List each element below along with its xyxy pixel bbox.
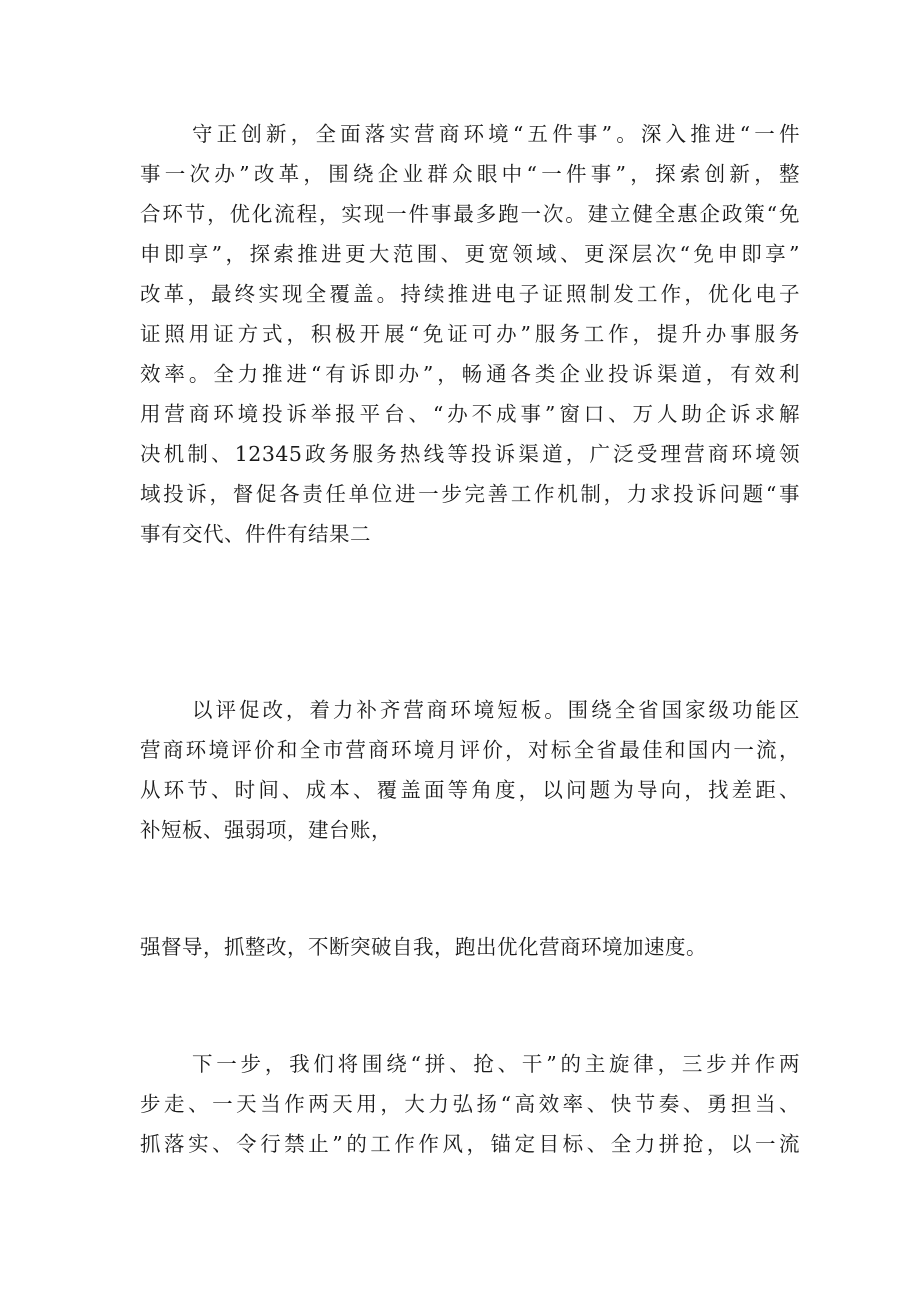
paragraph-line: 下一步，我们将围绕“拼、抢、干”的主旋律，三步并作两	[192, 1052, 800, 1076]
paragraph-line: 决机制、12345政务服务热线等投诉渠道，广泛受理营商环境领	[140, 442, 800, 466]
paragraph-evaluation-reform	[140, 690, 800, 850]
paragraph-line: 以评促改，着力补齐营商环境短板。围绕全省国家级功能区	[192, 698, 800, 722]
paragraph-line: 抓落实、令行禁止”的工作作风，锚定目标、全力拼抢，以一流	[140, 1132, 800, 1156]
paragraph-line: 守正创新，全面落实营商环境“五件事”。深入推进“一件	[192, 122, 800, 146]
paragraph-line: 事有交代、件件有结果二	[140, 522, 371, 546]
paragraph-line: 改革，最终实现全覆盖。持续推进电子证照制发工作，优化电子	[140, 282, 800, 306]
paragraph-line: 强督导，抓整改，不断突破自我，跑出优化营商环境加速度。	[140, 935, 707, 959]
paragraph-line: 事一次办”改革，围绕企业群众眼中“一件事”，探索创新，整	[140, 162, 800, 186]
paragraph-business-environment-five-things	[140, 114, 800, 554]
paragraph-line: 证照用证方式，积极开展“免证可办”服务工作，提升办事服务	[140, 322, 800, 346]
paragraph-line: 补短板、强弱项，建台账，	[140, 818, 392, 842]
paragraph-next-steps	[140, 1044, 800, 1164]
paragraph-line: 从环节、时间、成本、覆盖面等角度，以问题为导向，找差距、	[140, 778, 800, 802]
paragraph-line: 申即享”，探索推进更大范围、更宽领域、更深层次“免申即享”	[140, 242, 800, 266]
paragraph-line: 效率。全力推进“有诉即办”，畅通各类企业投诉渠道，有效利	[140, 362, 800, 386]
paragraph-line: 用营商环境投诉举报平台、“办不成事”窗口、万人助企诉求解	[140, 402, 800, 426]
paragraph-line: 域投诉，督促各责任单位进一步完善工作机制，力求投诉问题“事	[140, 482, 800, 506]
paragraph-line: 合环节，优化流程，实现一件事最多跑一次。建立健全惠企政策“免	[140, 202, 800, 226]
paragraph-line: 营商环境评价和全市营商环境月评价，对标全省最佳和国内一流，	[140, 738, 800, 762]
paragraph-supervision	[140, 927, 800, 967]
paragraph-line: 步走、一天当作两天用，大力弘扬“高效率、快节奏、勇担当、	[140, 1092, 800, 1116]
